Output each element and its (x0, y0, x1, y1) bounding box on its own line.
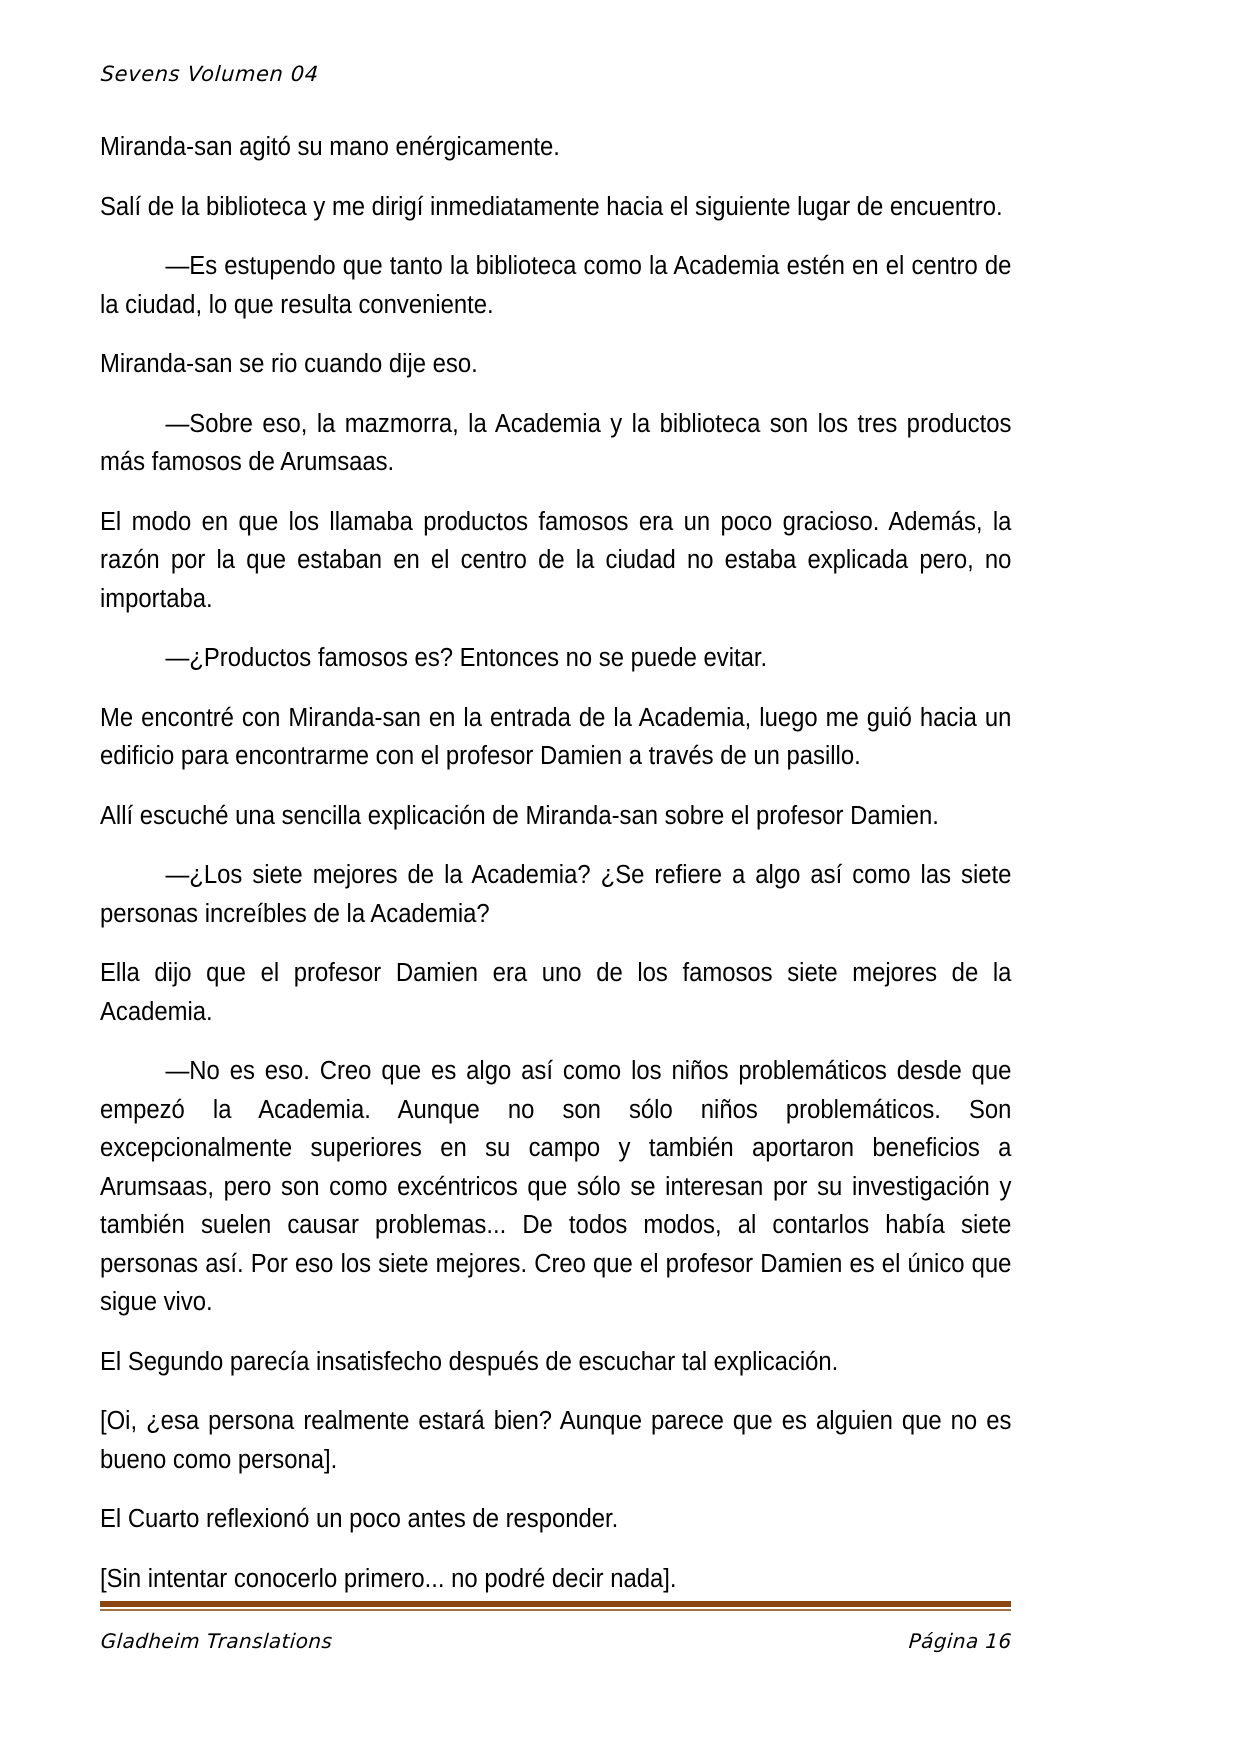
paragraph-dialogue: —No es eso. Creo que es algo así como los niños problemáticos desde que empezó la Academia. Aunque no son sólo niños problemáticos. Son excepcionalmente superiores en su campo y también aportaron beneficios a Arumsaas, pero son como excéntricos que sólo se interesan por su investigación y también suelen causar problemas... De todos modos, al contarlos había siete personas así. Por eso los siete mejores. Creo que el profesor Damien es el único que sigue vivo. (100, 1057, 1012, 1316)
paragraph-dialogue: —¿Productos famosos es? Entonces no se puede evitar. (165, 644, 768, 672)
paragraph: [Sin intentar conocerlo primero... no podré decir nada]. (100, 1564, 677, 1593)
paragraph: Miranda-san se rio cuando dije eso. (100, 350, 478, 378)
paragraph: El Cuarto reflexionó un poco antes de responder. (100, 1505, 619, 1533)
paragraph: Me encontré con Miranda-san en la entrada de la Academia, luego me guió hacia un edificio para encontrarme con el profesor Damien a través de un pasillo. (100, 703, 1012, 770)
footer-row (100, 1629, 1011, 1653)
paragraph-dialogue: —Es estupendo que tanto la biblioteca como la Academia estén en el centro de la ciudad, lo que resulta conveniente. (100, 252, 1012, 319)
paragraph: Allí escuché una sencilla explicación de Miranda-san sobre el profesor Damien. (100, 801, 939, 830)
paragraph: Miranda-san agitó su mano enérgicamente. (100, 133, 560, 161)
page-footer (100, 1601, 1011, 1653)
paragraph: Salí de la biblioteca y me dirigí inmediatamente hacia el siguiente lugar de encuentro. (100, 192, 1003, 221)
paragraph: Ella dijo que el profesor Damien era uno de los famosos siete mejores de la Academia. (100, 959, 1012, 1026)
paragraph: El modo en que los llamaba productos famosos era un poco gracioso. Además, la razón por la que estaban en el centro de la ciudad no estaba explicada pero, no importaba. (100, 507, 1012, 613)
footer-page-number: Página 16 (908, 1629, 1013, 1653)
footer-translator-credit: Gladheim Translations (100, 1629, 334, 1653)
footer-rule-thin (100, 1609, 1011, 1611)
paragraph: [Oi, ¿esa persona realmente estará bien? Aunque parece que es alguien que no es bueno como persona]. (100, 1407, 1012, 1474)
paragraph-dialogue: —¿Los siete mejores de la Academia? ¿Se refiere a algo así como las siete personas increíbles de la Academia? (100, 861, 1012, 928)
header-title: Sevens Volumen 04 (100, 62, 320, 86)
document-body (100, 128, 1011, 1598)
page-header (100, 62, 1011, 96)
paragraph-dialogue: —Sobre eso, la mazmorra, la Academia y la biblioteca son los tres productos más famosos de Arumsaas. (100, 409, 1012, 476)
paragraph: El Segundo parecía insatisfecho después de escuchar tal explicación. (100, 1347, 839, 1376)
